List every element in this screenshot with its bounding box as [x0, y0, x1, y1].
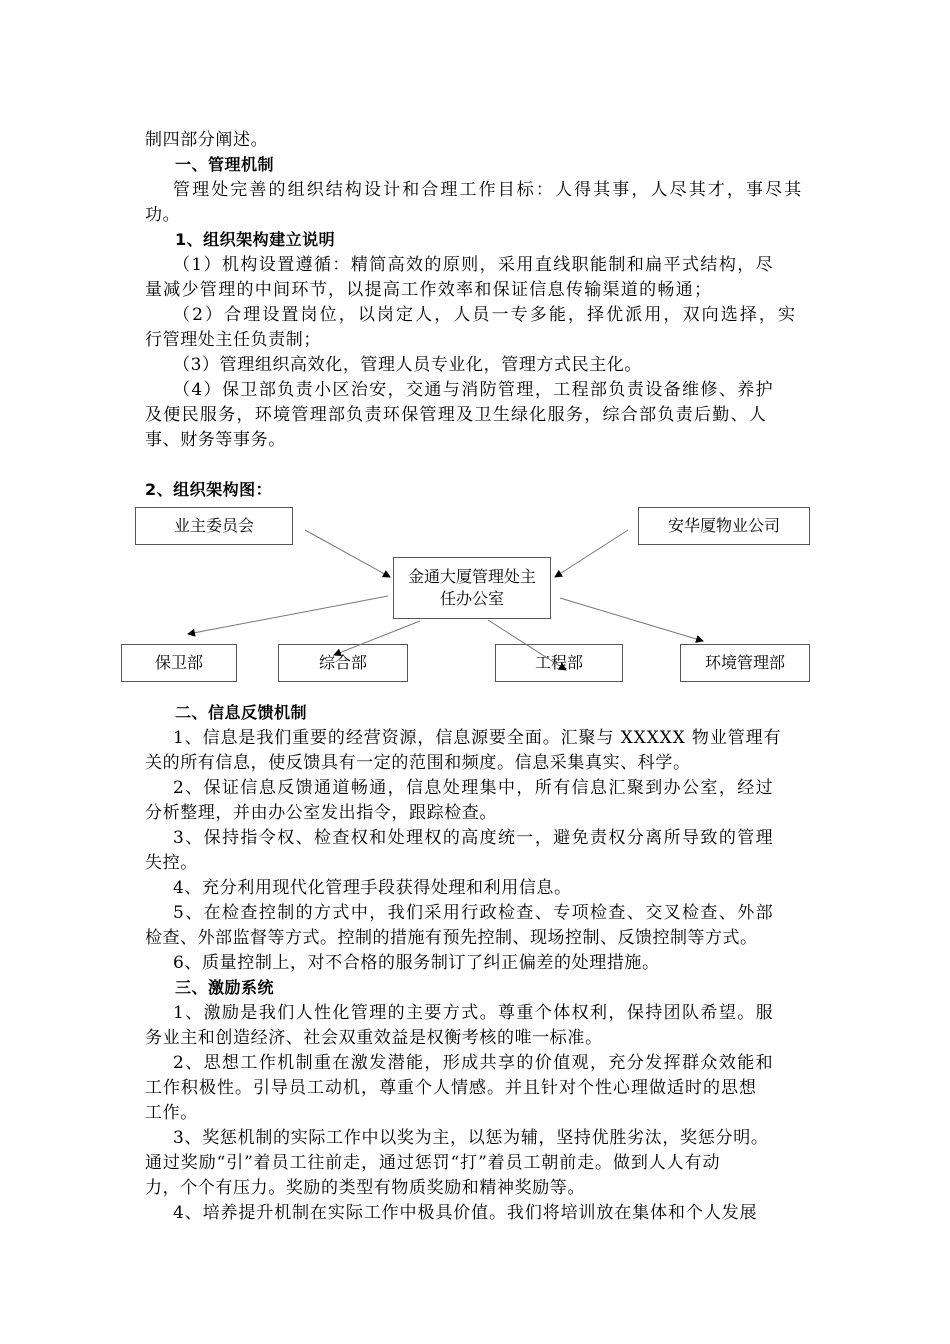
text-line: 量减少管理的中间环节，以提高工作效率和保证信息传输渠道的畅通； — [145, 280, 713, 300]
org-box-environment-dept: 环境管理部 — [680, 644, 810, 682]
org-box-engineering-dept: 工程部 — [495, 644, 623, 682]
arrow-office-to-general — [334, 621, 420, 655]
org-box-owners-committee: 业主委员会 — [135, 507, 293, 545]
text-line: （4）保卫部负责小区治安，交通与消防管理，工程部负责设备维修、养护 — [173, 380, 775, 400]
subsection-heading: 2、组织架构图： — [145, 480, 273, 499]
text-line: 工作。 — [145, 1103, 198, 1123]
text-line: 分析整理，并由办公室发出指令，跟踪检查。 — [145, 803, 497, 823]
text-line: 关的所有信息，使反馈具有一定的范围和频度。信息采集真实、科学。 — [145, 753, 691, 773]
text-line: 管理处完善的组织结构设计和合理工作目标：人得其事，人尽其才，事尽其 — [173, 180, 804, 200]
text-line: 行管理处主任负责制； — [145, 330, 321, 350]
arrow-owners-to-office — [305, 530, 390, 577]
text-line: （1）机构设置遵循：精简高效的原则，采用直线职能制和扁平式结构，尽 — [173, 255, 775, 275]
text-line: （2）合理设置岗位，以岗定人，人员一专多能，择优派用，双向选择，实 — [173, 305, 798, 325]
text-line: 工作积极性。引导员工动机，尊重个人情感。并且针对个性心理做适时的思想 — [145, 1078, 757, 1098]
org-box-property-company: 安华厦物业公司 — [638, 507, 810, 545]
text-line: 4、培养提升机制在实际工作中极具价值。我们将培训放在集体和个人发展 — [173, 1203, 758, 1223]
subsection-heading: 1、组织架构建立说明 — [175, 230, 336, 249]
section-heading: 一、管理机制 — [175, 155, 275, 174]
text-line: 4、充分利用现代化管理手段获得处理和利用信息。 — [173, 878, 572, 898]
org-box-office: 金通大厦管理处主任办公室 — [393, 557, 551, 619]
text-line: （3）管理组织高效化，管理人员专业化，管理方式民主化。 — [173, 355, 643, 375]
arrow-company-to-office — [555, 530, 628, 577]
text-line: 1、激励是我们人性化管理的主要方式。尊重个体权利，保持团队希望。服 — [173, 1003, 775, 1023]
org-box-general-dept: 综合部 — [278, 644, 408, 682]
text-line: 2、思想工作机制重在激发潜能，形成共享的价值观，充分发挥群众效能和 — [173, 1053, 775, 1073]
section-heading: 二、信息反馈机制 — [175, 703, 308, 722]
text-line: 检查、外部监督等方式。控制的措施有预先控制、现场控制、反馈控制等方式。 — [145, 928, 758, 948]
text-line: 失控。 — [145, 853, 198, 873]
text-line: 3、保持指令权、检查权和处理权的高度统一，避免责权分离所导致的管理 — [173, 828, 775, 848]
arrow-office-to-engineering — [488, 620, 566, 670]
text-line: 1、信息是我们重要的经营资源，信息源要全面。汇聚与 XXXXX 物业管理有 — [173, 728, 782, 748]
text-line: 及便民服务，环境管理部负责环保管理及卫生绿化服务，综合部负责后勤、人 — [145, 405, 768, 425]
text-line: 5、在检查控制的方式中，我们采用行政检查、专项检查、交叉检查、外部 — [173, 903, 775, 923]
text-line: 力，个个有压力。奖励的类型有物质奖励和精神奖励等。 — [145, 1178, 585, 1198]
text-line: 功。 — [145, 205, 181, 225]
arrow-office-to-security — [188, 596, 388, 634]
text-line: 务业主和创造经济、社会双重效益是权衡考核的唯一标准。 — [145, 1028, 603, 1048]
text-line: 制四部分阐述。 — [145, 130, 269, 150]
text-line: 通过奖励“引”着员工往前走，通过惩罚“打”着员工朝前走。做到人人有动 — [145, 1153, 721, 1173]
text-line: 事、财务等事务。 — [145, 430, 286, 450]
section-heading: 三、激励系统 — [175, 978, 275, 997]
org-box-security-dept: 保卫部 — [121, 644, 237, 682]
text-line: 2、保证信息反馈通道畅通，信息处理集中，所有信息汇聚到办公室，经过 — [173, 778, 775, 798]
arrow-office-to-environment — [560, 598, 703, 641]
text-line: 6、质量控制上，对不合格的服务制订了纠正偏差的处理措施。 — [173, 953, 660, 973]
text-line: 3、奖惩机制的实际工作中以奖为主，以惩为辅，坚持优胜劣汰，奖惩分明。 — [173, 1128, 769, 1148]
